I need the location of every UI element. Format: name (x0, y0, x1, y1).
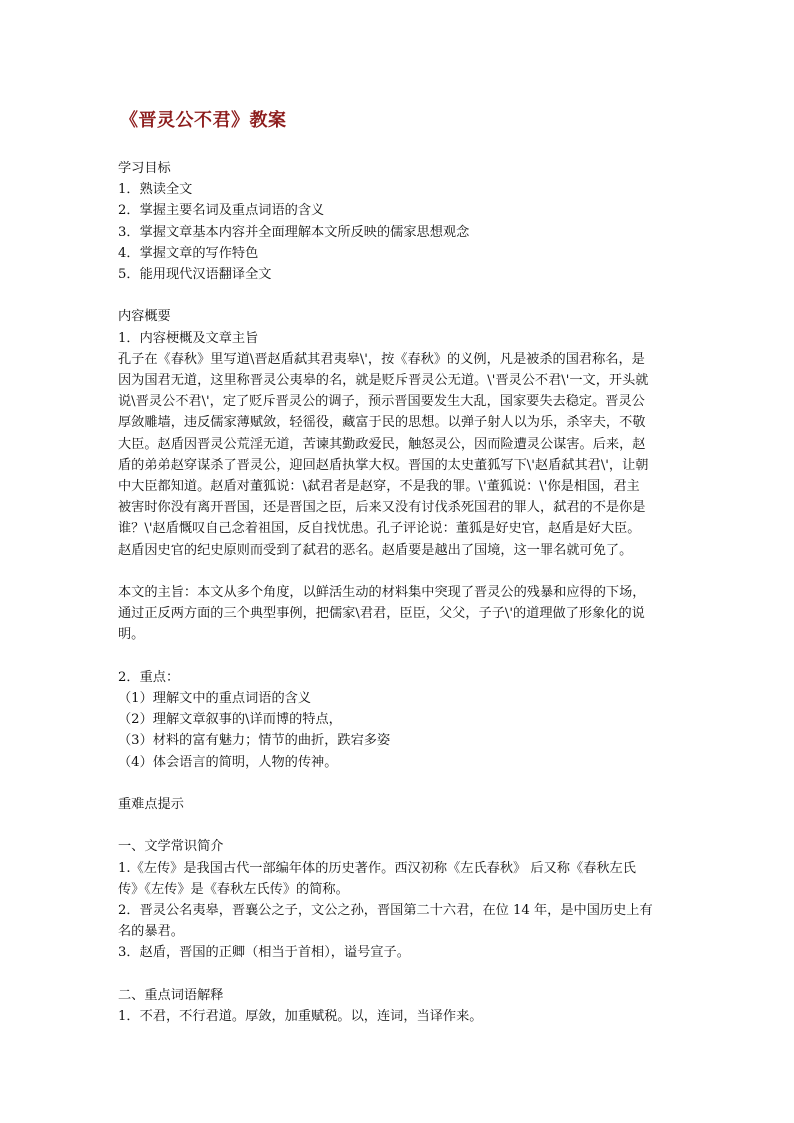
summary-subheading: 1．内容梗概及文章主旨 (118, 330, 259, 346)
keypoint-item: （2）理解文章叙事的\详而博的特点， (118, 712, 342, 728)
summary-heading: 内容概要 (118, 309, 171, 325)
spacer (118, 646, 684, 667)
summary-paragraph-line: 谁？\'赵盾慨叹自己念着祖国，反自找忧患。孔子评论说：董狐是好史官，赵盾是好大臣。 (118, 521, 641, 537)
keypoint-item: （1）理解文中的重点词语的含义 (118, 691, 312, 707)
keypoint-item: （4）体会语言的简明，人物的传神。 (118, 754, 338, 770)
spacer (118, 964, 684, 985)
summary-paragraph-line: 大臣。赵盾因晋灵公荒淫无道，苦谏其勤政爱民，触怒灵公，因而险遭灵公谋害。后来，赵 (118, 436, 646, 452)
vocabulary-line: 1．不君，不行君道。厚敛，加重赋税。以，连词，当译作来。 (118, 1009, 483, 1025)
literature-line: 2．晋灵公名夷皋，晋襄公之子，文公之孙，晋国第二十六君，在位 14 年，是中国历史上有 (118, 903, 653, 919)
literature-line: 3．赵盾，晋国的正卿（相当于首相），谥号宣子。 (118, 945, 410, 961)
keypoints-heading: 2．重点： (118, 669, 180, 685)
theme-paragraph-line: 通过正反两方面的三个典型事例，把儒家\君君，臣臣，父父，子子\'的道理做了形象化的说 (118, 606, 645, 622)
summary-paragraph-line: 赵盾因史官的纪史原则而受到了弑君的恶名。赵盾要是越出了国境，这一罪名就可免了。 (118, 542, 633, 558)
objective-item: 3．掌握文章基本内容并全面理解本文所反映的儒家思想观念 (118, 224, 470, 240)
objective-item: 4．掌握文章的写作特色 (118, 245, 259, 261)
literature-line: 1.《左传》是我国古代一部编年体的历史著作。西汉初称《左氏春秋》 后又称《春秋左氏 (118, 860, 636, 876)
literature-heading: 一、文学常识简介 (118, 839, 224, 855)
objectives-heading: 学习目标 (118, 161, 171, 176)
summary-paragraph-line: 盾的弟弟赵穿谋杀了晋灵公，迎回赵盾执掌大权。晋国的太史董狐写下\'赵盾弑其君\'，让朝 (118, 457, 649, 473)
keypoint-item: （3）材料的富有魅力；情节的曲折，跌宕多姿 (118, 733, 391, 749)
document-title: 《晋灵公不君》教案 (120, 110, 287, 131)
summary-paragraph-line: 被害时你没有离开晋国，还是晋国之臣，后来又没有讨伐杀死国君的罪人，弑君的不是你是 (118, 500, 646, 516)
literature-line: 传》《左传》是《春秋左氏传》的简称。 (118, 881, 349, 897)
objective-item: 5．能用现代汉语翻译全文 (118, 267, 272, 283)
vocabulary-heading: 二、重点词语解释 (118, 987, 224, 1003)
summary-paragraph-line: 厚敛雕墙，违反儒家薄赋敛，轻徭役，藏富于民的思想。以弹子射人以为乐，杀宰夫，不敬 (118, 415, 646, 431)
hints-heading: 重难点提示 (118, 797, 184, 813)
theme-paragraph-line: 明。 (118, 627, 145, 643)
summary-paragraph-line: 说\晋灵公不君\'，定了贬斥晋灵公的调子，预示晋国要发生大乱，国家要失去稳定。晋灵公 (118, 394, 645, 410)
summary-paragraph-line: 因为国君无道，这里称晋灵公夷皋的名，就是贬斥晋灵公无道。\'晋灵公不君\'一文，开头就 (118, 373, 649, 389)
literature-line: 名的暴君。 (118, 924, 184, 940)
summary-paragraph-line: 孔子在《春秋》里写道\晋赵盾弑其君夷皋\'，按《春秋》的义例，凡是被杀的国君称名，是 (118, 351, 645, 367)
objective-item: 1．熟读全文 (118, 182, 193, 198)
spacer (118, 773, 684, 794)
document-body (118, 158, 684, 1027)
summary-paragraph-line: 中大臣都知道。赵盾对董狐说：\弑君者是赵穿，不是我的罪。\'董狐说：\'你是相国，君主 (118, 479, 640, 495)
spacer (118, 561, 684, 582)
objective-item: 2．掌握主要名词及重点词语的含义 (118, 203, 325, 219)
spacer (118, 815, 684, 836)
spacer (118, 285, 684, 306)
theme-paragraph-line: 本文的主旨：本文从多个角度，以鲜活生动的材料集中突现了晋灵公的残暴和应得的下场， (118, 585, 646, 601)
